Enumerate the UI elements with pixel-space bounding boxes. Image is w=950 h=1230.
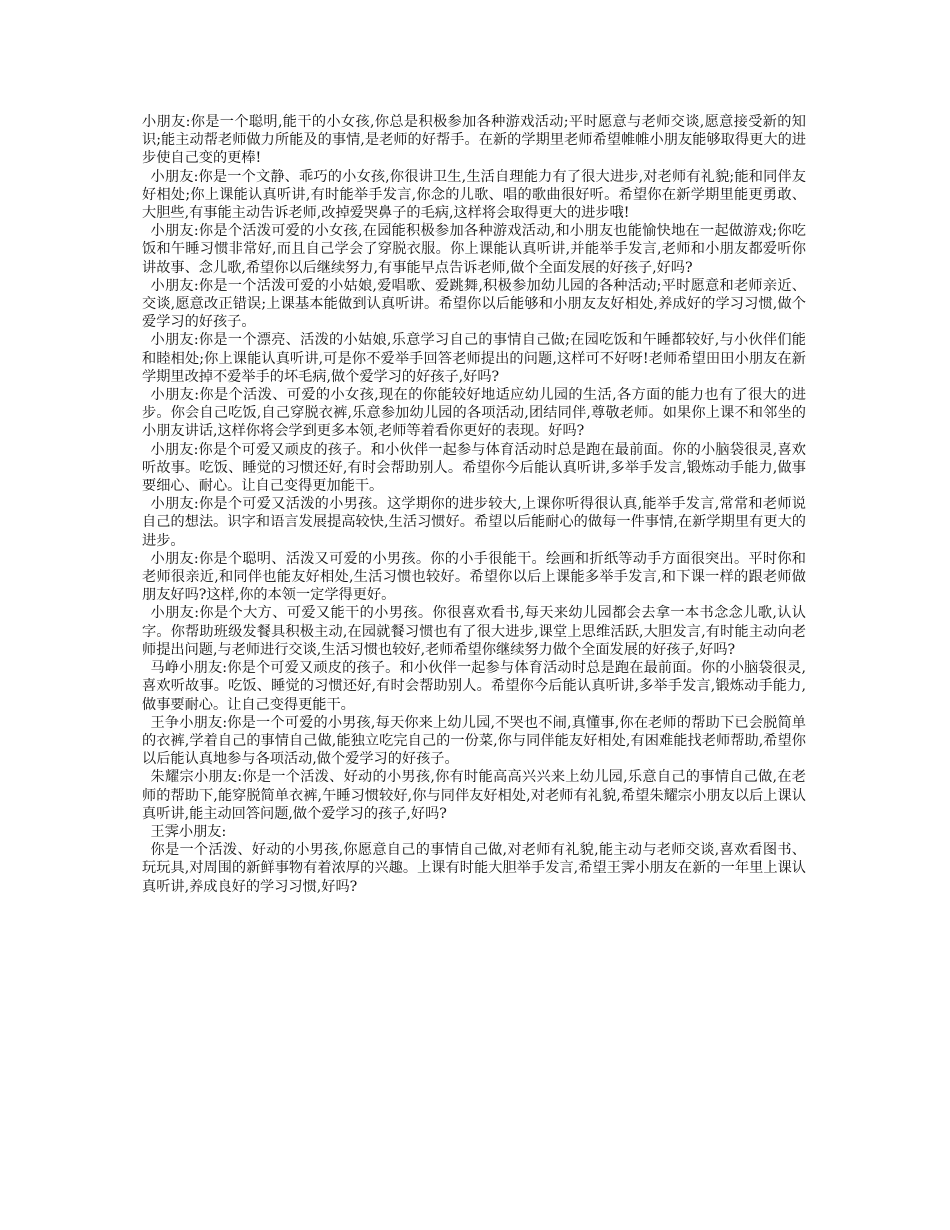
paragraph: 小朋友:你是一个漂亮、活泼的小姑娘,乐意学习自己的事情自己做;在园吃饭和午睡都较好,与小伙伴们能和睦相处;你上课能认真听讲,可是你不爱举手回答老师提出的问题,这样可不好呀!老师希望田田小朋友在新学期里改掉不爱举手的坏毛病,做个爱学习的好孩子,好吗? [142, 332, 806, 385]
paragraph: 马峥小朋友:你是个可爱又顽皮的孩子。和小伙伴一起参与体育活动时总是跑在最前面。你的小脑袋很灵,喜欢听故事。吃饭、睡觉的习惯还好,有时会帮助别人。希望你今后能认真听讲,多举手发言,锻炼动手能力,做事要耐心。让自己变得更能干。 [142, 660, 806, 713]
paragraph: 小朋友:你是一个文静、乖巧的小女孩,你很讲卫生,生活自理能力有了很大进步,对老师有礼貌;能和同伴友好相处;你上课能认真听讲,有时能举手发言,你念的儿歌、唱的歌曲很好听。希望你在新学期里能更勇敢、大胆些,有事能主动告诉老师,改掉爱哭鼻子的毛病,这样将会取得更大的进步哦! [142, 168, 806, 222]
paragraph-heading: 王霁小朋友: [150, 823, 227, 840]
document-body [142, 113, 806, 896]
paragraph: 王争小朋友:你是一个可爱的小男孩,每天你来上幼儿园,不哭也不闹,真懂事,你在老师的帮助下已会脱简单的衣裤,学着自己的事情自己做,能独立吃完自己的一份菜,你与同伴能友好相处,有困难能找老师帮助,希望你以后能认真地参与各项活动,做个爱学习的好孩子。 [142, 714, 806, 768]
paragraph: 朱耀宗小朋友:你是一个活泼、好动的小男孩,你有时能高高兴兴来上幼儿园,乐意自己的事情自己做,在老师的帮助下,能穿脱简单衣裤,午睡习惯较好,你与同伴友好相处,对老师有礼貌,希望朱耀宗小朋友以后上课认真听讲,能主动回答问题,做个爱学习的孩子,好吗? [142, 769, 806, 822]
paragraph: 小朋友:你是个可爱又活泼的小男孩。这学期你的进步较大,上课你听得很认真,能举手发言,常常和老师说自己的想法。识字和语言发展提高较快,生活习惯好。希望以后能耐心的做每一件事情,在新学期里有更大的进步。 [142, 496, 806, 549]
paragraph: 小朋友:你是个活泼、可爱的小女孩,现在的你能较好地适应幼儿园的生活,各方面的能力也有了很大的进步。你会自己吃饭,自己穿脱衣裤,乐意参加幼儿园的各项活动,团结同伴,尊敬老师。如果你上课不和邻坐的小朋友讲话,这样你将会学到更多本领,老师等着看你更好的表现。好吗? [142, 387, 806, 440]
paragraph: 小朋友:你是个可爱又顽皮的孩子。和小伙伴一起参与体育活动时总是跑在最前面。你的小脑袋很灵,喜欢听故事。吃饭、睡觉的习惯还好,有时会帮助别人。希望你今后能认真听讲,多举手发言,锻炼动手能力,做事要细心、耐心。让自己变得更加能干。 [142, 441, 806, 495]
paragraph: 小朋友:你是个活泼可爱的小女孩,在园能积极参加各种游戏活动,和小朋友也能愉快地在一起做游戏;你吃饭和午睡习惯非常好,而且自己学会了穿脱衣服。你上课能认真听讲,并能举手发言,老师和小朋友都爱听你讲故事、念儿歌,希望你以后继续努力,有事能早点告诉老师,做个全面发展的好孩子,好吗? [142, 223, 806, 276]
paragraph: 小朋友:你是一个聪明,能干的小女孩,你总是积极参加各种游戏活动;平时愿意与老师交谈,愿意接受新的知识;能主动帮老师做力所能及的事情,是老师的好帮手。在新的学期里老师希望帷帷小朋友能够取得更大的进步使自己变的更棒! [142, 114, 806, 167]
paragraph: 小朋友:你是个聪明、活泼又可爱的小男孩。你的小手很能干。绘画和折纸等动手方面很突出。平时你和老师很亲近,和同伴也能友好相处,生活习惯也较好。希望你以后上课能多举手发言,和下课一样的跟老师做朋友好吗?这样,你的本领一定学得更好。 [142, 550, 806, 604]
paragraph: 你是一个活泼、好动的小男孩,你愿意自己的事情自己做,对老师有礼貌,能主动与老师交谈,喜欢看图书、玩玩具,对周围的新鲜事物有着浓厚的兴趣。上课有时能大胆举手发言,希望王霁小朋友在新的一年里上课认真听讲,养成良好的学习习惯,好吗? [142, 842, 806, 895]
paragraph: 小朋友:你是一个活泼可爱的小姑娘,爱唱歌、爱跳舞,积极参加幼儿园的各种活动;平时愿意和老师亲近、交谈,愿意改正错误;上课基本能做到认真听讲。希望你以后能够和小朋友友好相处,养成好的学习习惯,做个爱学习的好孩子。 [142, 277, 806, 331]
paragraph: 小朋友:你是个大方、可爱又能干的小男孩。你很喜欢看书,每天来幼儿园都会去拿一本书念念儿歌,认认字。你帮助班级发餐具积极主动,在园就餐习惯也有了很大进步,课堂上思维活跃,大胆发言,有时能主动向老师提出问题,与老师进行交谈,生活习惯也较好,老师希望你继续努力做个全面发展的好孩子,好吗? [142, 605, 806, 658]
